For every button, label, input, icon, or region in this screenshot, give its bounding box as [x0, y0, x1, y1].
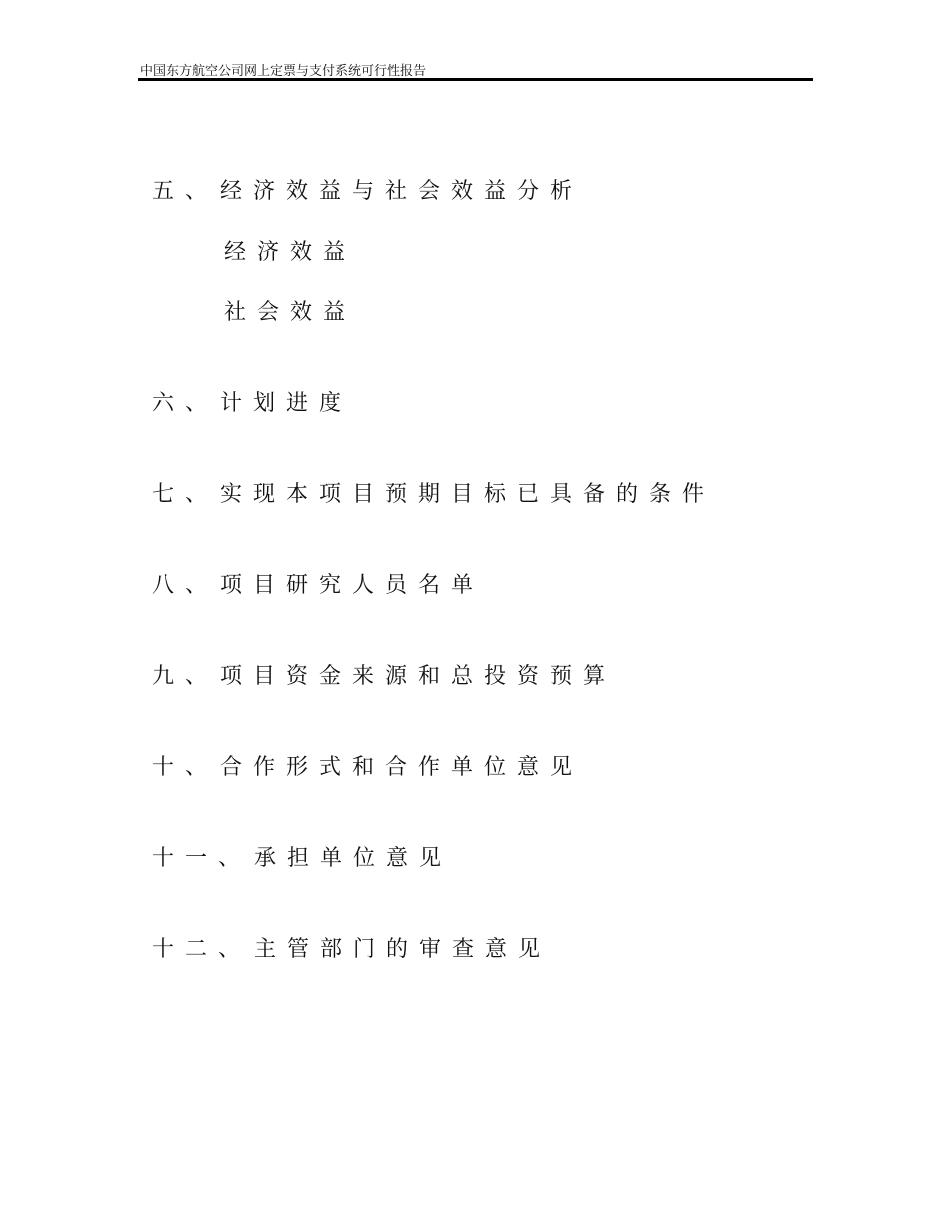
page-header — [138, 58, 813, 81]
toc-item-section-8 — [152, 572, 484, 600]
toc-item-section-12 — [152, 936, 551, 964]
toc-subitem-economic-benefit — [224, 239, 356, 267]
toc-item-title: 经济效益与社会效益分析 — [220, 179, 584, 204]
toc-item-title: 承担单位意见 — [254, 846, 453, 871]
toc-item-title: 项目研究人员名单 — [220, 573, 485, 598]
toc-item-title: 计划进度 — [220, 391, 353, 416]
toc-item-number: 七、 — [152, 482, 219, 507]
toc-item-section-5 — [152, 178, 583, 206]
toc-item-title: 合作形式和合作单位意见 — [220, 755, 584, 780]
toc-item-section-6 — [152, 390, 352, 418]
header-title: 中国东方航空公司网上定票与支付系统可行性报告 — [140, 64, 427, 79]
toc-item-number: 六、 — [152, 391, 219, 416]
toc-item-section-11 — [152, 845, 452, 873]
toc-item-number: 十、 — [152, 755, 219, 780]
toc-item-title: 主管部门的审查意见 — [254, 937, 552, 962]
toc-item-title: 实现本项目预期目标已具备的条件 — [220, 482, 716, 507]
toc-item-section-9 — [152, 663, 616, 691]
toc-item-number: 九、 — [152, 664, 219, 689]
toc-item-number: 八、 — [152, 573, 219, 598]
toc-subitem-title: 社会效益 — [224, 300, 357, 325]
toc-item-number: 十一、 — [152, 846, 252, 871]
toc-item-section-10 — [152, 754, 583, 782]
toc-item-number: 十二、 — [152, 937, 252, 962]
toc-subitem-title: 经济效益 — [224, 240, 357, 265]
toc-item-number: 五、 — [152, 179, 219, 204]
toc-item-section-7 — [152, 481, 715, 509]
toc-subitem-social-benefit — [224, 299, 356, 327]
toc-item-title: 项目资金来源和总投资预算 — [220, 664, 617, 689]
